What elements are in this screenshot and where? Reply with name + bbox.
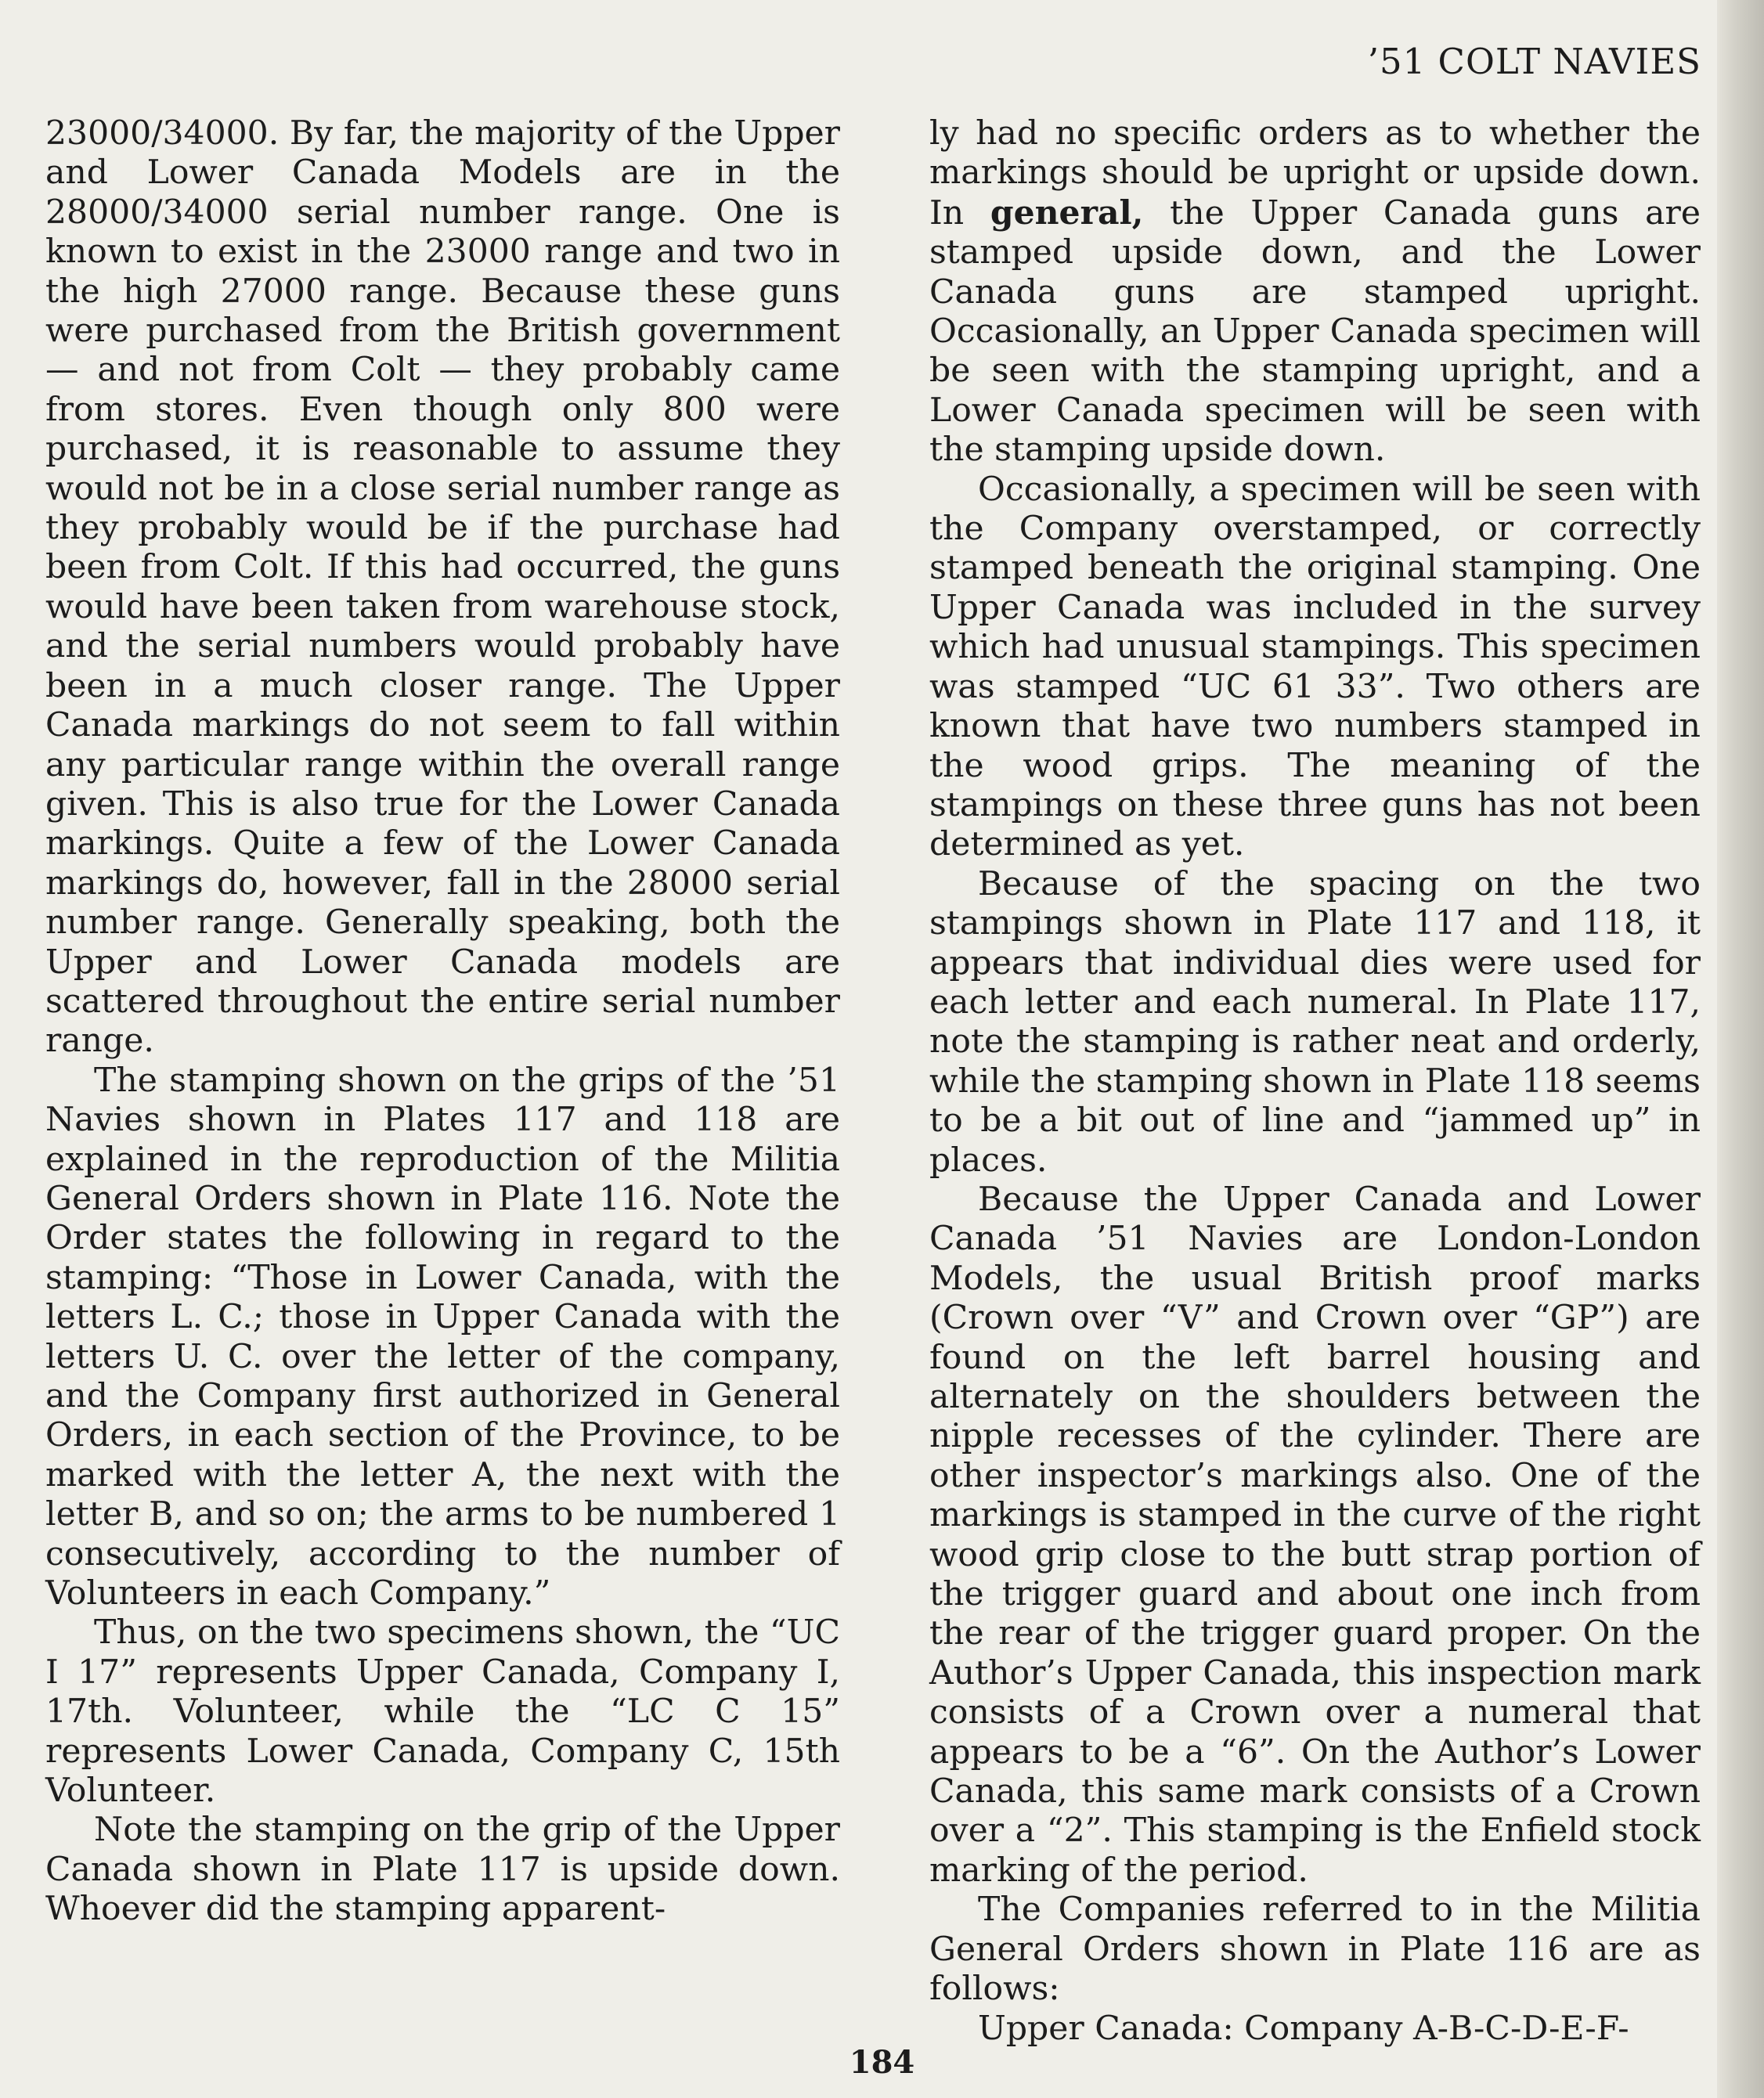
paragraph: Because of the spacing on the two stampings shown in Plate 117 and 118, it appears that individual dies were used for each letter and each numeral. In Plate 117, note the stamping is rather neat and orderly, while the stamping shown in Plate 118 seems to be a bit out of line and “jammed up” in places. [929,864,1701,1180]
paragraph [929,114,1701,470]
paragraph: Because the Upper Canada and Lower Canada ’51 Navies are London-London Models, the usual British proof marks (Crown over “V” and Crown over “GP”) are found on the left barrel housing and alternately on the shoulders between the nipple recesses of the cylinder. There are other inspector’s markings also. One of the markings is stamped in the curve of the right wood grip close to the butt strap portion of the trigger guard and about one inch from the rear of the trigger guard proper. On the Author’s Upper Canada, this inspection mark consists of a Crown over a numeral that appears to be a “6”. On the Author’s Lower Canada, this same mark consists of a Crown over a “2”. This stamping is the Enfield stock marking of the period. [929,1180,1701,1890]
text-run: the Upper Canada guns are stamped upside down, and the Lower Canada guns are stamped upright. Occasionally, an Upper Canada specimen will be seen with the stamping upright, and a Lower Canada specimen will be seen with the stamping upside down. [929,193,1701,470]
right-text-column [929,114,1701,2049]
running-head: ’51 COLT NAVIES [1367,41,1701,82]
bold-word: general, [990,193,1144,233]
paragraph: Occasionally, a specimen will be seen with the Company overstamped, or correctly stamped beneath the original stamping. One Upper Canada was included in the survey which had unusual stampings. This specimen was stamped “UC 61 33”. Two others are known that have two numbers stamped in the wood grips. The meaning of the stampings on these three guns has not been determined as yet. [929,470,1701,864]
text-run: ly had no specific orders as to whether the markings should be upright or upside down. In [929,114,1701,233]
page-gutter-edge [1717,0,1764,2098]
paragraph: 23000/34000. By far, the majority of the Upper and Lower Canada Models are in the 28000/34000 serial number range. One is known to exist in the 23000 range and two in the high 27000 range. Because these guns were purchased from the British government — and not from Colt — they probably came from stores. Even though only 800 were purchased, it is reasonable to assume they would not be in a close serial number range as they probably would be if the purchase had been from Colt. If this had occurred, the guns would have been taken from warehouse stock, and the serial numbers would probably have been in a much closer range. The Upper Canada markings do not seem to fall within any particular range within the overall range given. This is also true for the Lower Canada markings. Quite a few of the Lower Canada markings do, however, fall in the 28000 serial number range. Generally speaking, both the Upper and Lower Canada models are scattered throughout the entire serial number range. [45,114,840,1061]
paragraph: The Companies referred to in the Militia General Orders shown in Plate 116 are as follows: [929,1891,1701,2009]
paragraph: Thus, on the two specimens shown, the “UC I 17” represents Upper Canada, Company I, 17th. Volunteer, while the “LC C 15” represents Lower Canada, Company C, 15th Volunteer. [45,1613,840,1811]
left-text-column [45,114,840,1930]
page-number: 184 [849,2044,915,2081]
paragraph: Upper Canada: Company A-B-C-D-E-F- [978,2009,1629,2048]
paragraph: The stamping shown on the grips of the ’51 Navies shown in Plates 117 and 118 are explained in the reproduction of the Militia General Orders shown in Plate 116. Note the Order states the following in regard to the stamping: “Those in Lower Canada, with the letters L. C.; those in Upper Canada with the letters U. C. over the letter of the company, and the Company first authorized in General Orders, in each section of the Province, to be marked with the letter A, the next with the letter B, and so on; the arms to be numbered 1 consecutively, according to the number of Volunteers in each Company.” [45,1061,840,1613]
paragraph: Note the stamping on the grip of the Upper Canada shown in Plate 117 is upside down. Whoever did the stamping apparent- [45,1811,840,1929]
